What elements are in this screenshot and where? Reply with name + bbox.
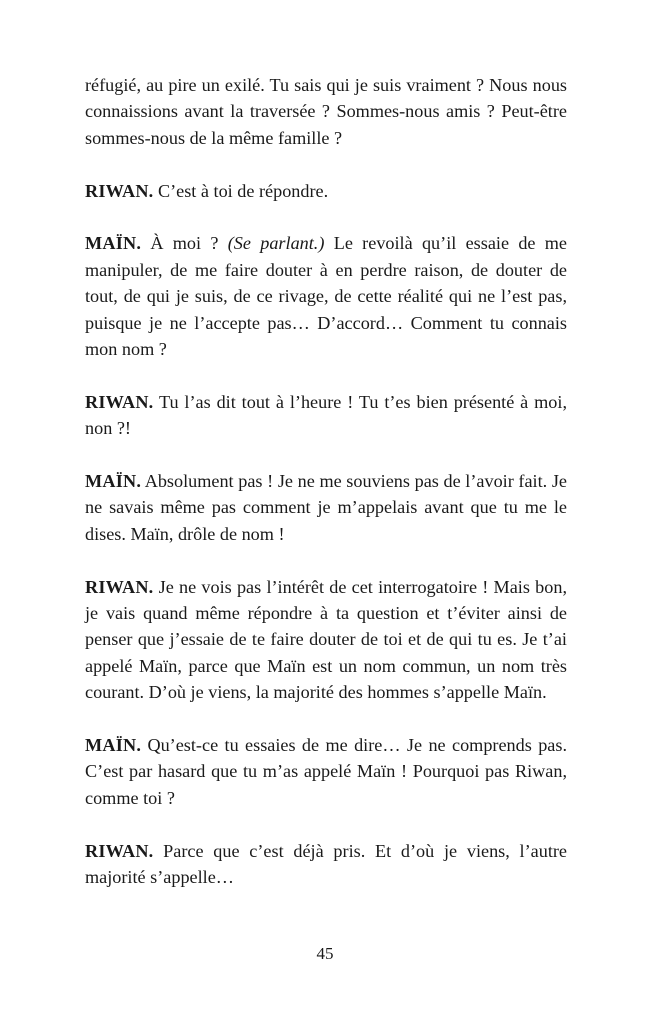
dialogue-paragraph xyxy=(85,389,567,442)
dialogue-paragraph xyxy=(85,178,567,204)
dialogue-text: C’est à toi de répondre. xyxy=(153,180,329,201)
speaker-name: MAÏN. xyxy=(85,233,142,254)
speaker-name: RIWAN. xyxy=(85,840,154,861)
dialogue-paragraph xyxy=(85,838,567,891)
dialogue-text: Parce que c’est déjà pris. Et d’où je viens, l’autre majorité s’appelle… xyxy=(85,840,567,888)
dialogue-text: Absolument pas ! Je ne me souviens pas de l’avoir fait. Je ne savais même pas comment je m’appelais avant que tu me le dises. Maïn, drôle de nom ! xyxy=(85,471,567,544)
dialogue-text: Tu l’as dit tout à l’heure ! Tu t’es bien présenté à moi, non ?! xyxy=(85,391,567,439)
dialogue-paragraph xyxy=(85,574,567,706)
speaker-name: RIWAN. xyxy=(85,180,154,201)
page-number: 45 xyxy=(316,944,334,963)
speaker-name: MAÏN. xyxy=(85,735,142,756)
stage-direction: (Se parlant.) xyxy=(227,233,325,254)
dialogue-paragraph xyxy=(85,230,567,362)
speaker-name: MAÏN. xyxy=(85,471,142,492)
dialogue-paragraph xyxy=(85,468,567,547)
paragraph-text: réfugié, au pire un exilé. Tu sais qui je suis vraiment ? Nous nous connaissions avant la traversée ? Sommes-nous amis ? Peut-être sommes-nous de la même famille ? xyxy=(85,75,567,148)
book-page-body xyxy=(85,72,567,917)
paragraph-continuation xyxy=(85,72,567,151)
dialogue-lead-text: À moi ? xyxy=(141,233,228,254)
speaker-name: RIWAN. xyxy=(85,576,154,597)
dialogue-text: Le revoilà qu’il essaie de me manipuler, de me faire douter à en perdre raison, de douter de tout, de qui je suis, de ce rivage, de cette réalité qui ne l’est pas, puisque je ne l’accepte pas… D’accord… Comment tu connais mon nom ? xyxy=(85,233,567,360)
dialogue-paragraph xyxy=(85,732,567,811)
speaker-name: RIWAN. xyxy=(85,391,154,412)
dialogue-text: Qu’est-ce tu essaies de me dire… Je ne comprends pas. C’est par hasard que tu m’as appelé Maïn ! Pourquoi pas Riwan, comme toi ? xyxy=(85,735,567,808)
dialogue-text: Je ne vois pas l’intérêt de cet interrogatoire ! Mais bon, je vais quand même répondre à ta question et t’éviter ainsi de penser que j’essaie de te faire douter de toi et de qui tu es. Je t’ai appelé Maïn, parce que Maïn est un nom commun, un nom très courant. D’où je viens, la majorité des hommes s’appelle Maïn. xyxy=(85,576,567,703)
